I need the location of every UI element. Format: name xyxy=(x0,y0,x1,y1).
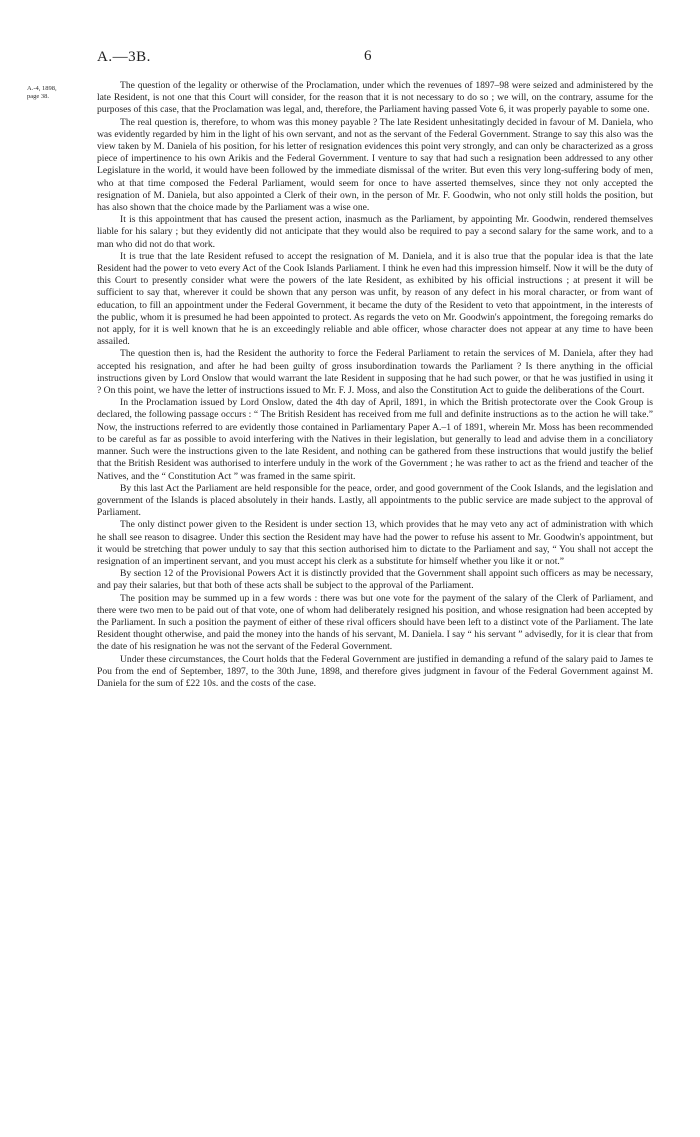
paragraph: The question then is, had the Resident the authority to force the Federal Parliament to retain the services of M. Daniela, after they had accepted his resignation, and after he had been guilty of gross insubordination towards the Parliament ? Is there anything in the official instructions given by Lord Onslow that would warrant the late Resident in supposing that he had such power, or that he was justified in using it ? On this point, we have the letter of instructions issued to Mr. F. J. Moss, and also the Constitution Act to guide the deliberations of the Court. xyxy=(97,348,653,397)
body-text xyxy=(97,80,653,690)
paragraph: The real question is, therefore, to whom was this money payable ? The late Resident unhesitatingly decided in favour of M. Daniela, who was evidently regarded by him in the light of his own servant, and not as the servant of the Federal Government. Strange to say this also was the view taken by M. Daniela of his position, for his letter of resignation evidences this point very strongly, and can only be characterized as a gross piece of impertinence to his own Arikis and the Federal Government. I venture to say that had such a resignation been addressed to any other Legislature in the world, it would have been followed by the immediate dismissal of the writer. But even this very long-suffering body of men, who at that time composed the Federal Parliament, would seem for once to have asserted themselves, since they not only accepted the resignation of M. Daniela, but also appointed a Clerk of their own, in the person of Mr. F. Goodwin, who not only still holds the position, but has also shown that the choice made by the Parliament was a wise one. xyxy=(97,116,653,214)
paragraph: The only distinct power given to the Resident is under section 13, which provides that he may veto any act of administration with which he shall see reason to disagree. Under this section the Resident may have had the power to refuse his assent to Mr. Goodwin's appointment, but it would be stretching that power unduly to say that this section authorised him to dictate to the Parliament and say, “ You shall not accept the resignation of an impertinent servant, and you must accept his clerk as a substitute for himself whether you like it or not.” xyxy=(97,519,653,567)
paragraph: The position may be summed up in a few words : there was but one vote for the payment of the salary of the Clerk of Parliament, and there were two men to be paid out of that vote, one of whom had deliberately resigned his position, and whose resignation had been accepted by the Parliament. In such a position the payment of either of these rival officers should have been left to a distinct vote of the Parliament. The late Resident thought otherwise, and paid the money into the hands of his servant, M. Daniela. I say “ his servant ” advisedly, for it is clear that from the date of his resignation he was not the servant of the Federal Government. xyxy=(97,592,653,653)
margin-note-line: A.-4, 1898, xyxy=(27,85,57,92)
paragraph: Under these circumstances, the Court holds that the Federal Government are justified in demanding a refund of the salary paid to James te Pou from the end of September, 1897, to the 30th June, 1898, and therefore gives judgment in favour of the Federal Government against M. Daniela for the sum of £22 10s. and the costs of the case. xyxy=(97,653,653,689)
paragraph: In the Proclamation issued by Lord Onslow, dated the 4th day of April, 1891, in which the British protectorate over the Cook Group is declared, the following passage occurs : “ The British Resident has received from me full and definite instructions as to the action he will take.” Now, the instructions referred to are evidently those contained in Parliamentary Paper A.–1 of 1891, wherein Mr. Moss has been recommended to be careful as far as possible to avoid interfering with the Natives in their legislation, but generally to lead and advise them in a conciliatory manner. Such were the instructions given to the late Resident, and nothing can be gathered from these instructions that would justify the belief that the British Resident was authorised to interfere unduly in the work of the Government ; he was rather to act as the friend and teacher of the Natives, and the “ Constitution Act ” was framed in the same spirit. xyxy=(97,397,653,482)
margin-note xyxy=(27,85,89,101)
paragraph: By this last Act the Parliament are held responsible for the peace, order, and good government of the Cook Islands, and the legislation and government of the Islands is placed absolutely in their hands. Lastly, all appointments to the public service are made subject to the approval of Parliament. xyxy=(97,482,653,519)
paragraph: It is this appointment that has caused the present action, inasmuch as the Parliament, by appointing Mr. Goodwin, rendered themselves liable for his salary ; but they evidently did not anticipate that they would also be required to pay a second salary for the same work, and to a man who did not do that work. xyxy=(97,214,653,250)
page-header-reference: A.—3B. xyxy=(97,49,151,65)
paragraph: The question of the legality or otherwise of the Proclamation, under which the revenues of 1897–98 were seized and administered by the late Resident, is not one that this Court will consider, for the reason that it is not necessary to do so ; we will, on the contrary, assume for the purposes of this case, that the Proclamation was legal, and, therefore, the Parliament having passed Vote 6, it was properly payable to some one. xyxy=(97,80,653,116)
paragraph: It is true that the late Resident refused to accept the resignation of M. Daniela, and it is also true that the popular idea is that the late Resident had the power to veto every Act of the Cook Islands Parliament. I think he even had this impression himself. Now it will be the duty of this Court to presently consider what were the powers of the late Resident, as exhibited by his official instructions ; at present it will be sufficient to say that, wherever it could be shown that any person was unfit, by reason of any defect in his moral character, or from want of education, to fill an appointment under the Federal Government, it became the duty of the Resident to veto that appointment, in the interests of the public, whom it is presumed he had been appointed to protect. As regards the veto on Mr. Goodwin's appointment, the foregoing remarks do not apply, for it is well known that he is an exceedingly reliable and able officer, whose character does not appear at any time to have been assailed. xyxy=(97,250,653,348)
page-number: 6 xyxy=(364,48,372,64)
margin-note-line: page 38. xyxy=(27,93,50,100)
paragraph: By section 12 of the Provisional Powers Act it is distinctly provided that the Government shall appoint such officers as may be necessary, and pay their salaries, but that both of these acts shall be subject to the approval of the Parliament. xyxy=(97,568,653,592)
